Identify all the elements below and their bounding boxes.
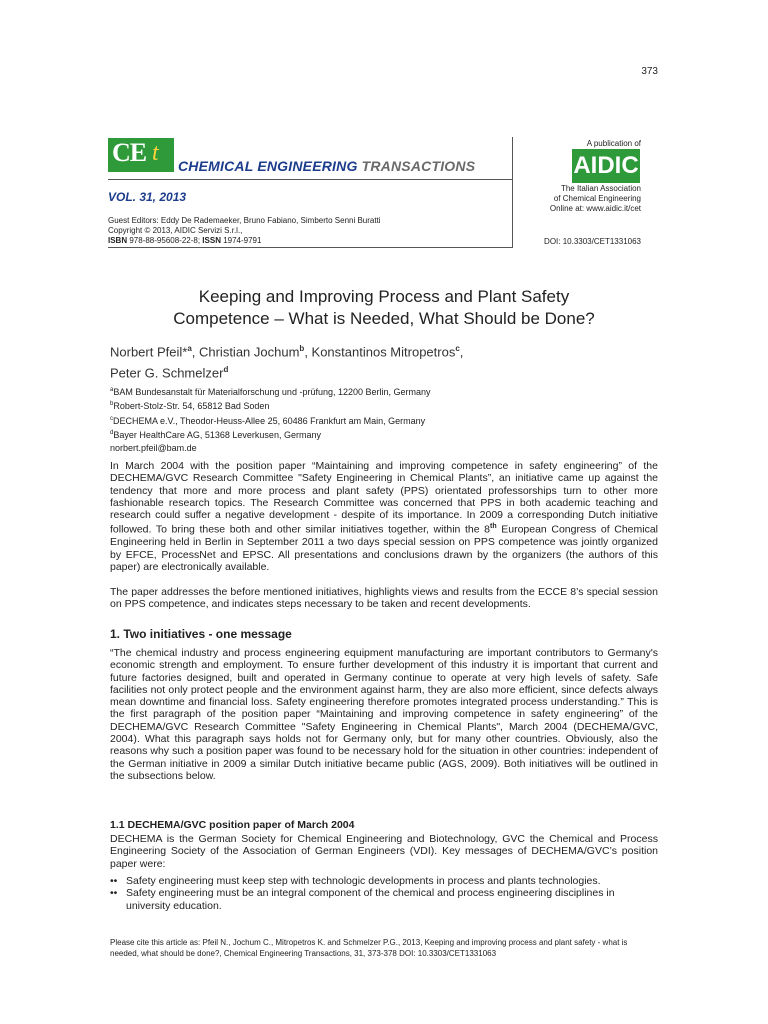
subsection-heading: 1.1 DECHEMA/GVC position paper of March 2004	[110, 819, 355, 831]
subsection-paragraph: DECHEMA is the German Society for Chemical Engineering and Biotechnology, GVC the Chemical and Process Engineering Society of the Association of German Engineers (VDI). Key messages of DECHEMA/GVC’s position paper were:	[110, 833, 658, 870]
corresponding-email: norbert.pfeil@bam.de	[110, 442, 197, 453]
aidic-logo: AIDIC	[572, 149, 640, 183]
section-paragraph: “The chemical industry and process engineering equipment manufacturing are important contributors to Germany's economic strength and employment. To ensure further development of this industry it is important that current and future factories designed, built and operated in Germany continue to operate at very high levels of safety. Safe facilities not only protect people and the environment against harm, they are also more efficient, since defects always mean downtime and financial loss. Safety engineering therefore promotes integrated process understanding.” This is the first paragraph of the position paper “Maintaining and improving competence in safety engineering” of the DECHEMA/GVC Research Committee "Safety Engineering in Chemical Plants", March 2004 (DECHEMA/GVC, 2004). What this paragraph says holds not for Germany only, but for many other countries. Obviously, also the reasons why such a position paper was found to be necessary hold for the situation in other countries: independent of the German initiative in 2009 a similar Dutch initiative became public (AGS, 2009). Both initiatives will be outlined in the subsections below.	[110, 647, 658, 782]
citation-footer: Please cite this article as: Pfeil N., Jochum C., Mitropetros K. and Schmelzer P.G., 2013, Keeping and improving process and plant safety - what is needed, what should be done?, Chemical Engineering Transactions, 31, 373-378 DOI: 10.3303/CET1331063	[110, 938, 628, 958]
editors-block	[108, 216, 381, 246]
header-divider	[108, 179, 512, 180]
publication-of-label: A publication of	[586, 139, 641, 148]
cet-logo	[108, 138, 174, 172]
affiliations	[110, 384, 431, 454]
copyright-line: Copyright © 2013, AIDIC Servizi S.r.l.,	[108, 226, 243, 235]
paper-title: Keeping and Improving Process and Plant Safety Competence – What is Needed, What Should be Done?	[173, 287, 595, 328]
affiliation-item: $^c$DECHEMA e.V., Theodor-Heuss-Allee 25, 60486 Frankfurt am Main, Germany	[110, 415, 426, 426]
isbn-line: ISBN 978-88-95608-22-8; ISSN 1974-9791	[108, 236, 262, 245]
aidic-description: The Italian Association of Chemical Engineering Online at: www.aidic.it/cet	[549, 184, 641, 213]
affiliation-item: $^a$BAM Bundesanstalt für Materialforschung und -prüfung, 12200 Berlin, Germany	[110, 387, 431, 397]
journal-title-main: CHEMICAL ENGINEERING	[178, 158, 362, 174]
list-item: •• Safety engineering must be an integral component of the chemical and process engineering disciplines in university education.	[110, 887, 615, 912]
abstract-paragraph-2: The paper addresses the before mentioned initiatives, highlights views and results from the ECCE 8’s special session on PPS competence, and indicates steps necessary to be taken and recent developments.	[110, 586, 658, 611]
editors-divider	[108, 247, 512, 248]
cet-logo-text: CE	[112, 138, 147, 167]
affiliation-item: $^b$Robert-Stolz-Str. 54, 65812 Bad Soden	[110, 401, 270, 412]
page-number: 373	[641, 66, 658, 77]
section-heading: 1. Two initiatives - one message	[110, 627, 292, 641]
list-item: •• Safety engineering must keep step with technologic developments in process and plants technologies.	[110, 875, 601, 887]
editors-line: Guest Editors: Eddy De Rademaeker, Bruno Fabiano, Simberto Senni Buratti	[108, 216, 381, 225]
journal-title-end: TRANSACTIONS	[361, 158, 476, 174]
authors: Norbert Pfeil*$^a$, Christian Jochum$^b$, Konstantinos Mitropetros$^c$, Peter G. Schmelzer$^d$	[110, 344, 464, 381]
abstract-paragraph: In March 2004 with the position paper “Maintaining and improving competence in safety engineering” of the DECHEMA/GVC Research Committee "Safety Engineering in Chemical Plants”, an initiative came up against the tendency that more and more process and plant safety (PPS) orientated professorships turn to other more fashionable research topics. The Research Committee was concerned that PPS in both academic teaching and research could suffer a negative development - despite of its importance. In 2009 a corresponding Dutch initiative followed. To bring these both and other similar initiatives together, within the 8th European Congress of Chemical Engineering held in Berlin in September 2011 a two days special session on PPS competence was jointly organized by EFCE, ProcessNet and EPSC. All presentations and conclusions drawn by the organizers (the authors of this paper) are electronically available.	[110, 460, 659, 573]
cet-logo-t: t	[152, 140, 159, 166]
journal-title	[178, 158, 475, 174]
doi-label: DOI: 10.3303/CET1331063	[544, 237, 641, 246]
bullet-list	[110, 875, 658, 912]
affiliation-item: $^d$Bayer HealthCare AG, 51368 Leverkusen, Germany	[110, 430, 321, 441]
volume-label: VOL. 31, 2013	[108, 190, 187, 204]
